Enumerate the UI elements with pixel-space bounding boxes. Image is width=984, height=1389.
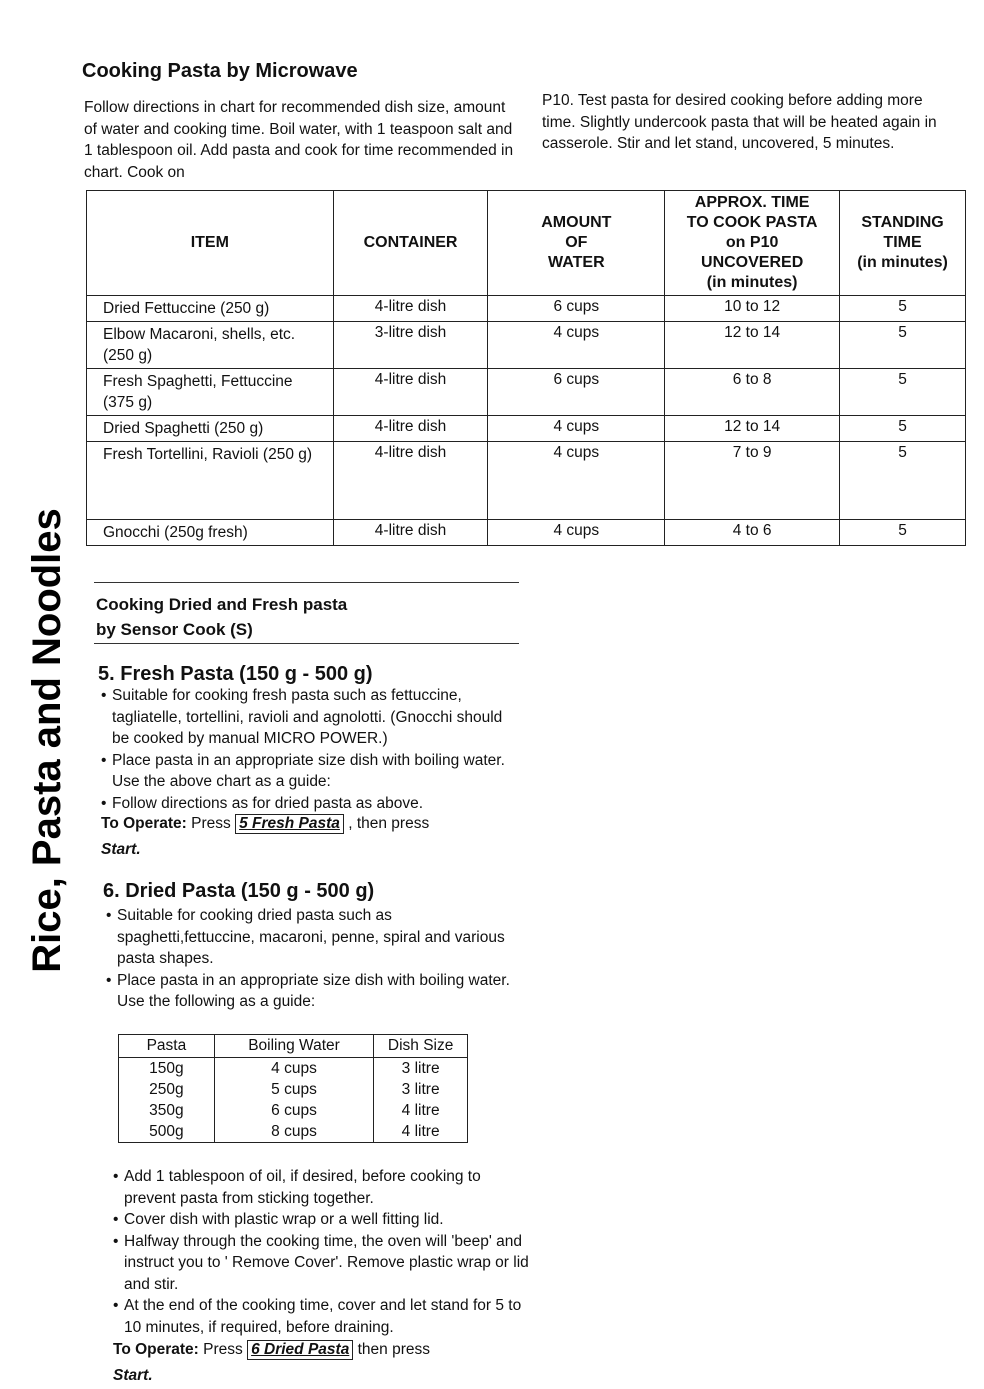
cell-item: Dried Fettuccine (250 g) [87,296,334,322]
guide-cell: 5 cups [214,1079,373,1100]
cell-standing: 5 [840,369,966,416]
divider-top [94,582,519,583]
header-standing-line: (in minutes) [857,254,948,271]
side-section-title [18,507,76,973]
table-row [87,520,966,546]
sensor-heading-line: by Sensor Cook (S) [96,620,253,639]
guide-header-row [119,1035,468,1058]
dried-pasta-operate [113,1337,543,1389]
list-item: • Place pasta in an appropriate size dish with boiling water. Use the above chart as a guide: [98,750,523,793]
list-item: • Follow directions as for dried pasta as above. [98,793,523,815]
sensor-cook-heading [96,592,347,642]
guide-cell: 350g [119,1100,215,1121]
list-item: • Halfway through the cooking time, the oven will 'beep' and instruct you to ' Remove Cover'. Remove plastic wrap or lid and stir. [110,1231,535,1296]
guide-cell: 4 cups [214,1058,373,1080]
fresh-pasta-bullets [98,685,523,814]
cell-water: 6 cups [488,369,665,416]
guide-header-water: Boiling Water [214,1035,373,1058]
table-row [119,1121,468,1143]
table-row [87,296,966,322]
header-standing-time [840,191,966,296]
header-time-line: (in minutes) [706,274,798,291]
list-item: • Suitable for cooking fresh pasta such as fettuccine, tagliatelle, tortellini, ravioli and agnolotti. (Gnocchi should be cooked by manual MICRO POWER.) [98,685,523,750]
table-header-row [87,191,966,296]
cell-water: 4 cups [488,416,665,442]
cell-time: 12 to 14 [665,322,840,369]
header-time-line: TO COOK PASTA [686,214,818,231]
cell-standing: 5 [840,296,966,322]
header-approx-time [665,191,840,296]
operate-then-text: then press [357,1341,431,1358]
cell-item: Fresh Spaghetti, Fettuccine (375 g) [87,369,334,416]
table-row [87,322,966,369]
list-item: • Suitable for cooking dried pasta such as spaghetti,fettuccine, macaroni, penne, spiral and various pasta shapes. [103,905,533,970]
guide-cell: 3 litre [374,1058,468,1080]
guide-cell: 500g [119,1121,215,1143]
guide-header-dish: Dish Size [374,1035,468,1058]
table-row [87,369,966,416]
divider-bottom [94,643,519,644]
cell-item: Dried Spaghetti (250 g) [87,416,334,442]
header-amount-line: WATER [548,254,605,271]
dried-pasta-guide-table [118,1034,468,1143]
cell-water: 4 cups [488,520,665,546]
dried-pasta-title: 6. Dried Pasta (150 g - 500 g) [103,880,375,902]
microwave-pasta-table [86,190,966,546]
guide-cell: 6 cups [214,1100,373,1121]
cell-item: Gnocchi (250g fresh) [87,520,334,546]
guide-cell: 4 litre [374,1100,468,1121]
cell-container: 4-litre dish [333,442,488,520]
header-time-line: UNCOVERED [701,254,804,271]
guide-cell: 250g [119,1079,215,1100]
list-item: • At the end of the cooking time, cover and let stand for 5 to 10 minutes, if required, before draining. [110,1295,535,1338]
guide-cell: 150g [119,1058,215,1080]
header-item: ITEM [87,191,334,296]
table-row [119,1058,468,1080]
header-standing-line: TIME [883,234,922,251]
list-item: • Add 1 tablespoon of oil, if desired, before cooking to prevent pasta from sticking together. [110,1166,535,1209]
operate-press-text: Press [203,1341,243,1358]
cell-water: 4 cups [488,442,665,520]
cell-standing: 5 [840,520,966,546]
cell-time: 6 to 8 [665,369,840,416]
dried-pasta-bullets-2 [110,1166,535,1338]
cell-item: Elbow Macaroni, shells, etc. (250 g) [87,322,334,369]
table-row [87,416,966,442]
cell-water: 6 cups [488,296,665,322]
header-standing-line: STANDING [861,214,944,231]
cell-standing: 5 [840,416,966,442]
cell-container: 4-litre dish [333,520,488,546]
fresh-pasta-title: 5. Fresh Pasta (150 g - 500 g) [98,663,373,685]
dried-pasta-bullets [103,905,533,1013]
table-row [119,1079,468,1100]
guide-cell: 3 litre [374,1079,468,1100]
microwave-intro-right: P10. Test pasta for desired cooking before adding more time. Slightly undercook pasta that will be heated again in casserole. Stir and let stand, uncovered, 5 minutes. [542,92,937,152]
cell-standing: 5 [840,322,966,369]
cell-container: 4-litre dish [333,296,488,322]
guide-cell: 8 cups [214,1121,373,1143]
side-title-text: Rice, Pasta and Noodles [24,507,69,973]
header-time-line: on P10 [725,234,779,251]
cell-container: 4-litre dish [333,416,488,442]
list-item: • Place pasta in an appropriate size dish with boiling water. Use the following as a guide: [103,970,533,1013]
header-amount-of-water [488,191,665,296]
cell-time: 12 to 14 [665,416,840,442]
cell-standing: 5 [840,442,966,520]
start-key[interactable]: Start. [113,1367,153,1384]
cell-time: 10 to 12 [665,296,840,322]
operate-label: To Operate: [113,1341,199,1358]
cell-time: 4 to 6 [665,520,840,546]
list-item: • Cover dish with plastic wrap or a well fitting lid. [110,1209,535,1231]
header-container: CONTAINER [333,191,488,296]
table-row [119,1100,468,1121]
operate-label: To Operate: [101,815,187,832]
fresh-pasta-key[interactable]: 5 Fresh Pasta [235,814,344,834]
header-amount-line: AMOUNT [541,214,612,231]
operate-press-text: Press [191,815,231,832]
dried-pasta-key[interactable]: 6 Dried Pasta [247,1340,353,1360]
sensor-heading-line: Cooking Dried and Fresh pasta [96,595,348,614]
operate-then-text: , then press [348,815,430,832]
microwave-section-title: Cooking Pasta by Microwave [82,60,358,82]
header-amount-line: OF [565,234,588,251]
microwave-intro-left: Follow directions in chart for recommended dish size, amount of water and cooking time. Boil water, with 1 teaspoon salt and 1 tablespoon oil. Add pasta and cook for time recommended in chart. Cook on [84,99,514,181]
guide-cell: 4 litre [374,1121,468,1143]
cell-time: 7 to 9 [665,442,840,520]
cell-container: 3-litre dish [333,322,488,369]
cell-container: 4-litre dish [333,369,488,416]
cell-item: Fresh Tortellini, Ravioli (250 g) [87,442,334,520]
fresh-pasta-operate [101,811,531,863]
table-row [87,442,966,520]
header-time-line: APPROX. TIME [694,194,810,211]
guide-header-pasta: Pasta [119,1035,215,1058]
cell-water: 4 cups [488,322,665,369]
start-key[interactable]: Start. [101,841,141,858]
